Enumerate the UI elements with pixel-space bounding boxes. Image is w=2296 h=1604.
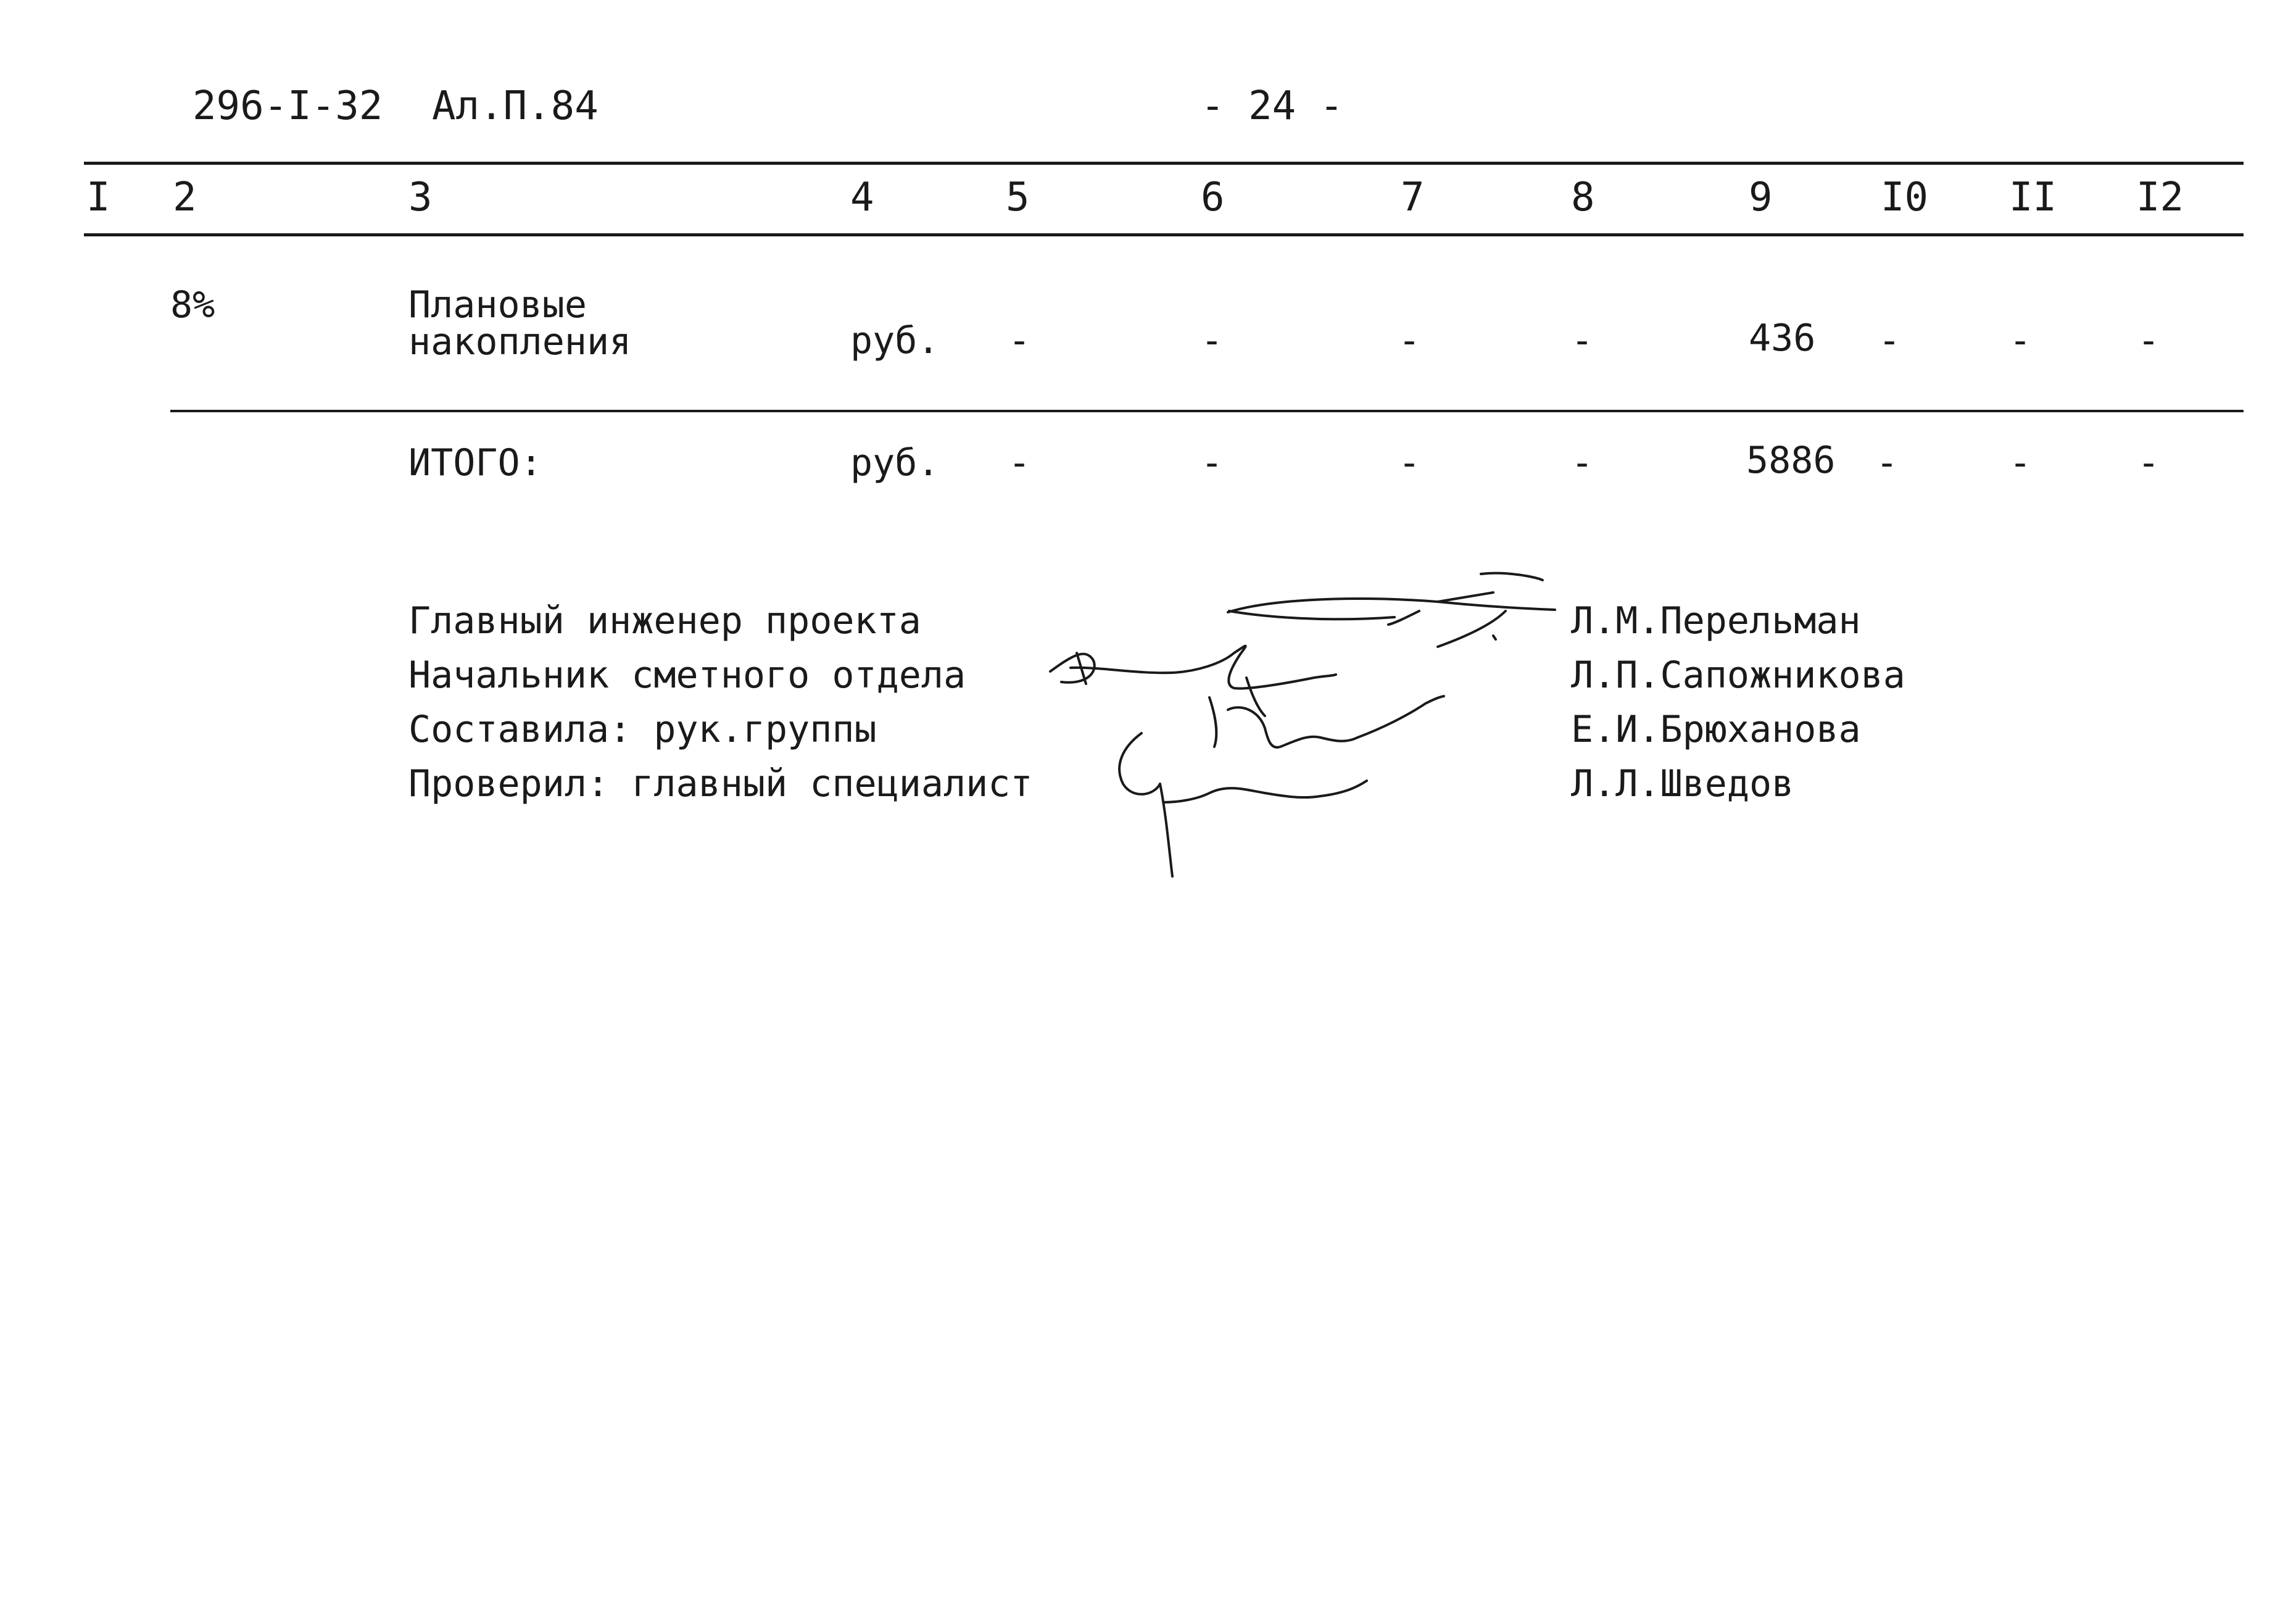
cell-col9: 436	[1749, 317, 1816, 360]
signature-reviewer	[1119, 733, 1367, 876]
cell-col8: -	[1571, 319, 1594, 362]
page-number: - 24 -	[1201, 83, 1344, 129]
col-header-1: I	[86, 175, 110, 220]
signer-role: Проверил: главный специалист	[408, 762, 1033, 805]
rate-cell: 8%	[170, 283, 215, 326]
album-number: Ал.П.84	[432, 83, 599, 129]
signature-estimate-head	[1050, 646, 1336, 716]
item-name-line2: накопления	[408, 320, 632, 364]
cell-col5: -	[1008, 319, 1031, 362]
col-header-11: II	[2009, 175, 2057, 220]
cell-col10: -	[1878, 319, 1901, 362]
cell-col6: -	[1201, 319, 1224, 362]
total-col8: -	[1571, 441, 1594, 484]
col-header-8: 8	[1571, 175, 1595, 220]
signer-name: Е.И.Брюханова	[1571, 708, 1861, 751]
signer-name: Л.М.Перельман	[1571, 599, 1861, 642]
col-header-4: 4	[850, 175, 874, 220]
col-header-2: 2	[173, 175, 197, 220]
signature-compiler	[1209, 696, 1444, 747]
total-col9: 5886	[1746, 439, 1836, 482]
signer-role: Начальник сметного отдела	[408, 654, 966, 697]
total-col6: -	[1201, 441, 1224, 484]
signer-role: Составила: рук.группы	[408, 708, 877, 751]
total-label: ИТОГО:	[408, 441, 542, 484]
cell-col11: -	[2009, 319, 2032, 362]
signer-name: Л.П.Сапожникова	[1571, 654, 1905, 697]
signer-role: Главный инженер проекта	[408, 599, 921, 642]
doc-code: 296-I-32	[193, 83, 383, 129]
item-name-line1: Плановые	[408, 283, 587, 326]
total-col10: -	[1876, 441, 1899, 484]
cell-col7: -	[1398, 319, 1421, 362]
total-col11: -	[2009, 441, 2032, 484]
col-header-3: 3	[408, 175, 433, 220]
total-col7: -	[1398, 441, 1421, 484]
total-col12: -	[2137, 441, 2160, 484]
signer-name: Л.Л.Шведов	[1571, 762, 1794, 805]
cell-col12: -	[2137, 319, 2160, 362]
unit-cell: руб.	[850, 319, 940, 362]
col-header-9: 9	[1749, 175, 1773, 220]
col-header-10: I0	[1881, 175, 1929, 220]
col-header-7: 7	[1401, 175, 1425, 220]
total-col5: -	[1008, 441, 1031, 484]
col-header-12: I2	[2136, 175, 2184, 220]
col-header-6: 6	[1201, 175, 1225, 220]
col-header-5: 5	[1006, 175, 1030, 220]
signature-chief-engineer	[1228, 573, 1555, 647]
total-unit: руб.	[850, 441, 940, 484]
